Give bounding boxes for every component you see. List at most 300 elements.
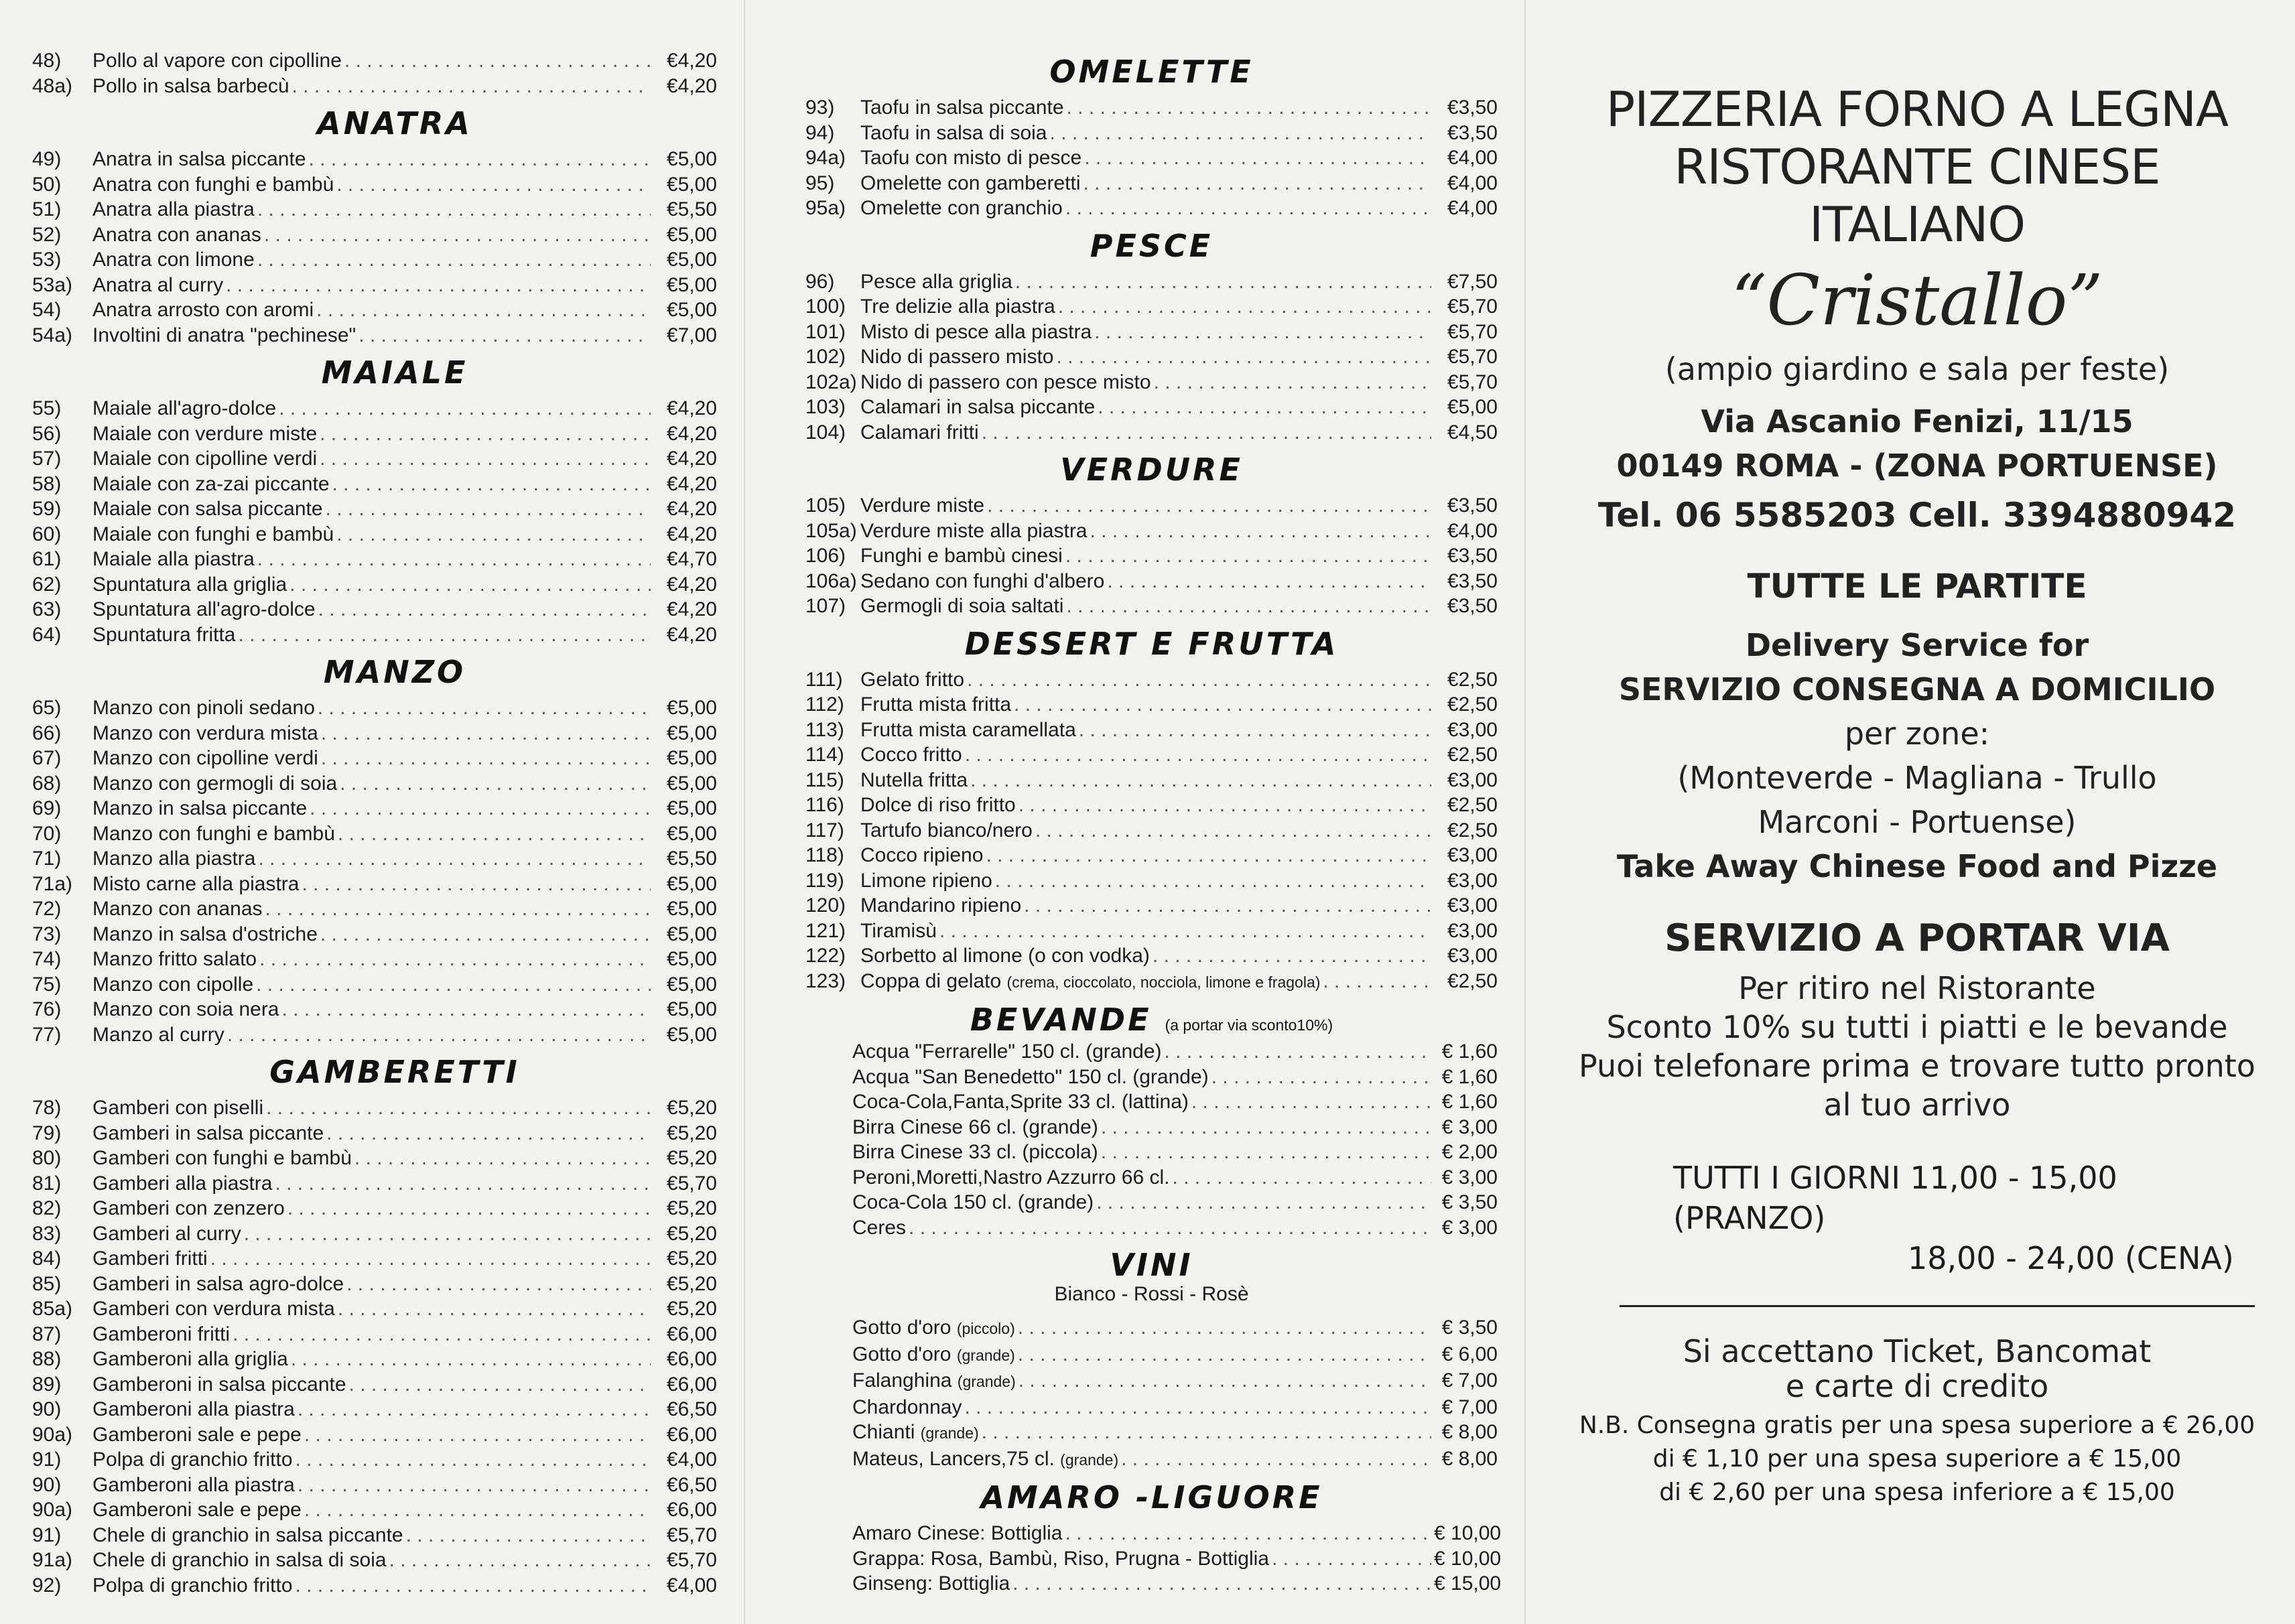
menu-item-name-text: Chele di granchio in salsa di soia — [92, 1549, 387, 1571]
menu-item-number: 52) — [32, 223, 62, 246]
menu-item-name — [92, 572, 287, 598]
menu-item-name-text: Dolce di riso fritto — [860, 794, 1016, 816]
dot-leader — [1084, 145, 1431, 171]
menu-item — [805, 768, 1498, 793]
menu-item-price: €2,50 — [1447, 794, 1498, 816]
menu-item-price: €5,00 — [666, 797, 717, 819]
dot-leader — [1096, 1190, 1431, 1215]
menu-item-name-text: Misto carne alla piastra — [92, 872, 300, 895]
section-title-manzo: MANZO — [323, 654, 466, 690]
menu-item-name — [860, 768, 968, 793]
menu-list — [32, 396, 717, 647]
menu-item — [32, 796, 717, 821]
menu-item-number: 61) — [32, 548, 62, 570]
menu-item-name-text: Maiale alla piastra — [92, 548, 255, 570]
menu-item — [805, 667, 1498, 693]
menu-item — [32, 997, 717, 1022]
dot-leader — [1121, 1446, 1431, 1472]
menu-item-number: 58) — [32, 472, 62, 495]
menu-item — [32, 1523, 717, 1548]
menu-item-name — [860, 493, 984, 519]
menu-item-name-text: Gamberi con verdura mista — [92, 1298, 335, 1320]
menu-item-price: €3,00 — [1447, 869, 1498, 892]
menu-item-price: €6,00 — [666, 1499, 717, 1521]
menu-item-number: 94a) — [805, 147, 846, 169]
menu-item — [805, 893, 1498, 919]
menu-item — [32, 147, 717, 172]
menu-item-name — [92, 821, 335, 847]
menu-item-name-text: Acqua "San Benedetto" 150 cl. (grande) — [852, 1065, 1209, 1088]
menu-item — [852, 1395, 1498, 1420]
dot-leader — [1191, 1089, 1431, 1115]
dot-leader — [227, 1022, 651, 1048]
dot-leader — [258, 846, 651, 872]
menu-item-price: € 1,60 — [1441, 1065, 1498, 1088]
menu-item — [32, 222, 717, 248]
takeaway-line: Take Away Chinese Food and Pizze — [1616, 848, 2218, 884]
menu-item-name-text: Coppa di gelato — [860, 969, 1002, 992]
section-title-omelette: OMELETTE — [1049, 54, 1254, 90]
menu-item-name — [860, 943, 1150, 969]
portar-via-line-1: Per ritiro nel Ristorante — [1738, 970, 2096, 1006]
menu-item-name-text: Calamari fritti — [860, 421, 979, 444]
menu-item-name-text: Falanghina — [852, 1369, 952, 1392]
menu-item-price: €5,00 — [666, 1023, 717, 1046]
delivery-line-2: SERVIZIO CONSEGNA A DOMICILIO — [1618, 671, 2216, 707]
menu-item — [32, 1146, 717, 1171]
menu-item-number: 71) — [32, 848, 62, 870]
menu-item-name-text: Acqua "Ferrarelle" 150 cl. (grande) — [852, 1040, 1162, 1063]
menu-item-name-text: Cocco fritto — [860, 744, 962, 766]
menu-item-name-text: Maiale all'agro-dolce — [92, 397, 277, 419]
dot-leader — [1211, 1065, 1431, 1090]
menu-item-price: € 3,00 — [1441, 1216, 1498, 1239]
menu-item-price: €5,20 — [666, 1222, 717, 1245]
dot-leader — [1014, 692, 1431, 718]
menu-item-name — [92, 622, 235, 648]
menu-item-price: €5,00 — [666, 299, 717, 321]
menu-list — [805, 269, 1498, 446]
dot-leader — [1154, 370, 1431, 395]
menu-item — [852, 1315, 1498, 1342]
menu-item-price: € 3,00 — [1441, 1166, 1498, 1189]
dot-leader — [982, 420, 1431, 446]
dot-leader — [1015, 269, 1431, 295]
menu-item-price: €2,50 — [1447, 819, 1498, 841]
dot-leader — [309, 147, 651, 172]
menu-item-name — [92, 297, 314, 323]
menu-item-name — [92, 896, 263, 922]
menu-item — [805, 868, 1498, 894]
menu-item-price: €7,50 — [1447, 270, 1498, 293]
dot-leader — [275, 1171, 651, 1197]
ticket-line-1: Si accettano Ticket, Bancomat — [1683, 1333, 2152, 1369]
menu-item-number: 77) — [32, 1023, 62, 1046]
menu-item-number: 116) — [805, 794, 844, 816]
dot-leader — [1272, 1546, 1431, 1572]
menu-item-name — [860, 543, 1063, 569]
dot-leader — [1065, 196, 1431, 221]
address-street: Via Ascanio Fenizi, 11/15 — [1701, 403, 2134, 439]
dot-leader — [406, 1523, 651, 1548]
menu-item-name — [852, 1215, 906, 1241]
menu-item-name — [860, 569, 1104, 594]
vini-subtitle: Bianco - Rossi - Rosè — [1054, 1283, 1249, 1305]
menu-item-name — [92, 222, 261, 248]
delivery-line-3: per zone: — [1844, 716, 1990, 752]
menu-item-price: €4,20 — [666, 523, 717, 545]
menu-item-name — [92, 695, 315, 721]
dot-leader — [304, 1497, 651, 1523]
menu-list — [32, 1095, 717, 1598]
menu-item-number: 113) — [805, 718, 844, 741]
divider — [1620, 1305, 2255, 1307]
dot-leader — [982, 1420, 1431, 1445]
menu-item-number: 106) — [805, 545, 846, 567]
menu-item — [32, 872, 717, 897]
bevande-title: BEVANDE — [970, 1002, 1152, 1038]
menu-item-number: 74) — [32, 948, 62, 970]
menu-item-name-text: Gamberoni sale e pepe — [92, 1423, 302, 1446]
menu-item-price: € 10,00 — [1434, 1547, 1502, 1570]
menu-item-name — [92, 721, 318, 746]
menu-item-name — [92, 172, 334, 198]
menu-item-name-text: Anatra con funghi e bambù — [92, 173, 334, 196]
menu-item-name-text: Germogli di soia saltati — [860, 595, 1064, 617]
menu-item-name — [860, 667, 964, 693]
menu-item-name — [92, 1121, 324, 1146]
menu-item-name — [92, 922, 318, 947]
menu-item-name — [852, 1065, 1209, 1090]
dot-leader — [320, 922, 651, 947]
menu-item-number: 103) — [805, 396, 846, 418]
menu-item-price: €5,70 — [666, 1172, 717, 1195]
menu-item-price: €5,00 — [1447, 396, 1498, 418]
menu-item-price: €4,50 — [1447, 421, 1498, 444]
menu-item — [852, 1039, 1498, 1065]
dot-leader — [326, 496, 651, 522]
section-title-amaro: AMARO -LIGUORE — [980, 1479, 1323, 1515]
delivery-zones-2: Marconi - Portuense) — [1758, 804, 2077, 840]
restaurant-title-pizzeria: PIZZERIA FORNO A LEGNA — [1605, 81, 2229, 137]
menu-item-name-text: Maiale con cipolline verdi — [92, 448, 318, 470]
menu-item-name-text: Birra Cinese 33 cl. (piccola) — [852, 1141, 1098, 1163]
menu-item-name-text: Gelato fritto — [860, 668, 965, 691]
menu-item-name-text: Verdure miste — [860, 494, 985, 517]
menu-item-name-text: Nido di passero con pesce misto — [860, 370, 1151, 393]
menu-item-name — [92, 547, 255, 572]
menu-item-number: 91) — [32, 1524, 62, 1546]
menu-list — [32, 48, 717, 98]
dot-leader — [304, 1422, 651, 1448]
menu-item-name — [92, 247, 255, 273]
dot-leader — [1019, 793, 1431, 818]
menu-item-name — [860, 692, 1011, 718]
menu-item-name — [92, 1022, 224, 1048]
menu-item-name — [860, 395, 1095, 420]
restaurant-title-ristorante: RISTORANTE CINESE ITALIANO — [1674, 139, 2160, 253]
portar-via-line-2: Sconto 10% su tutti i piatti e le bevande — [1606, 1009, 2228, 1045]
menu-item-name — [860, 818, 1033, 843]
menu-item — [805, 420, 1498, 446]
menu-item-price: €5,00 — [666, 772, 717, 795]
menu-item-number: 87) — [32, 1323, 62, 1345]
menu-item-price: €5,50 — [666, 198, 717, 220]
dot-leader — [266, 1095, 651, 1121]
menu-item — [805, 718, 1498, 743]
menu-item — [32, 572, 717, 598]
dot-leader — [340, 771, 651, 797]
menu-item-name — [92, 746, 318, 771]
menu-item — [32, 172, 717, 198]
menu-item-name-text: Gamberi con funghi e bambù — [92, 1147, 352, 1169]
dot-leader — [292, 74, 651, 99]
menu-item-name-text: Limone ripieno — [860, 869, 992, 892]
menu-item-name-text: Spuntatura all'agro-dolce — [92, 598, 316, 620]
menu-item-name — [92, 1573, 293, 1599]
menu-item-price: € 8,00 — [1441, 1421, 1498, 1443]
menu-item-name — [852, 1165, 1170, 1191]
dot-leader — [1050, 121, 1432, 146]
menu-item-number: 70) — [32, 822, 62, 845]
menu-item-number: 67) — [32, 747, 62, 769]
menu-item-price: €4,20 — [666, 573, 717, 596]
dot-leader — [349, 1372, 651, 1398]
menu-item-number: 80) — [32, 1147, 62, 1169]
menu-item-note: (grande) — [957, 1373, 1016, 1390]
menu-item — [32, 1221, 717, 1247]
dot-leader — [939, 919, 1431, 944]
dot-leader — [1056, 344, 1431, 370]
menu-item-name — [92, 496, 323, 522]
menu-item-number: 121) — [805, 919, 846, 942]
menu-item-name-text: Pesce alla griglia — [860, 270, 1012, 293]
menu-list — [805, 1039, 1498, 1240]
menu-item-number: 91) — [32, 1448, 62, 1471]
dot-leader — [233, 1322, 651, 1347]
dot-leader — [1101, 1115, 1431, 1140]
menu-item-price: €5,20 — [666, 1097, 717, 1119]
dot-leader — [964, 1395, 1431, 1420]
dot-leader — [1019, 1368, 1431, 1394]
menu-item-name — [92, 1447, 293, 1473]
menu-item-name-text: Mateus, Lancers,75 cl. — [852, 1447, 1055, 1470]
menu-item-price: € 3,00 — [1441, 1115, 1498, 1138]
menu-item-price: €5,20 — [666, 1147, 717, 1169]
menu-item-name — [860, 320, 1092, 345]
menu-item-name-text: Gamberoni alla piastra — [92, 1473, 295, 1496]
menu-item-price: €5,00 — [666, 173, 717, 196]
menu-item-number: 51) — [32, 198, 62, 220]
menu-item-number: 73) — [32, 923, 62, 945]
menu-item-name-text: Tartufo bianco/nero — [860, 819, 1033, 841]
menu-item-price: € 8,00 — [1441, 1447, 1498, 1470]
menu-item-price: €6,50 — [666, 1473, 717, 1496]
menu-item-name — [92, 197, 255, 222]
menu-item-number: 105) — [805, 494, 846, 517]
menu-item-name-text: Sorbetto al limone (o con vodka) — [860, 945, 1150, 967]
menu-item-price: €5,70 — [1447, 370, 1498, 393]
menu-item-price: €3,00 — [1447, 718, 1498, 741]
menu-list — [32, 695, 717, 1047]
dot-leader — [321, 721, 651, 746]
menu-item-name-text: Manzo con cipolle — [92, 973, 254, 996]
menu-item-name — [852, 1521, 1062, 1546]
menu-item-number: 62) — [32, 573, 62, 596]
menu-item — [32, 48, 717, 74]
menu-item-price: €3,00 — [1447, 894, 1498, 917]
menu-item-price: €5,20 — [666, 1247, 717, 1270]
menu-item — [805, 344, 1498, 370]
menu-item-price: €4,20 — [666, 598, 717, 620]
dot-leader — [338, 1296, 651, 1322]
menu-item-name — [860, 294, 1055, 320]
delivery-line-1: Delivery Service for — [1745, 627, 2089, 663]
menu-item-number: 49) — [32, 148, 62, 170]
menu-item-price: €4,00 — [1447, 147, 1498, 169]
dot-leader — [1079, 718, 1431, 743]
dot-leader — [1098, 395, 1431, 420]
menu-item-number: 69) — [32, 797, 62, 819]
menu-item-name — [860, 145, 1081, 171]
menu-list — [805, 95, 1498, 221]
menu-item-number: 78) — [32, 1097, 62, 1119]
menu-item-name-text: Taofu in salsa di soia — [860, 121, 1047, 144]
dot-leader — [358, 323, 651, 348]
menu-item-number: 106a) — [805, 569, 857, 592]
dot-leader — [302, 872, 651, 897]
menu-item-number: 93) — [805, 96, 835, 119]
menu-item-name — [92, 1548, 387, 1573]
menu-item-number: 122) — [805, 945, 846, 967]
dot-leader — [987, 493, 1431, 519]
menu-item — [32, 1296, 717, 1322]
menu-item — [32, 1347, 717, 1372]
menu-item-name — [92, 1372, 346, 1398]
menu-item-name — [860, 269, 1012, 295]
menu-item-name-text: Ginseng: Bottiglia — [852, 1572, 1010, 1595]
section-title-gamberetti: GAMBERETTI — [269, 1054, 520, 1090]
menu-item-number: 105a) — [805, 519, 857, 542]
dot-leader — [1066, 594, 1431, 619]
menu-item — [32, 1447, 717, 1473]
menu-item-number: 95a) — [805, 197, 846, 219]
menu-item-name-text: Anatra con ananas — [92, 223, 261, 246]
dot-leader — [1018, 1315, 1431, 1341]
menu-item-name-text: Ceres — [852, 1216, 907, 1239]
menu-item-name-text: Peroni,Moretti,Nastro Azzurro 66 cl. — [852, 1166, 1170, 1189]
dot-leader — [1165, 1039, 1431, 1065]
menu-item — [805, 171, 1498, 196]
menu-item-name-text: Anatra alla piastra — [92, 198, 255, 220]
menu-item-name — [860, 893, 1021, 919]
menu-item — [805, 843, 1498, 868]
menu-item-name — [92, 1221, 241, 1247]
menu-item-number: 100) — [805, 295, 846, 318]
garden-note: (ampio giardino e sala per feste) — [1664, 351, 2170, 387]
menu-item-name — [860, 742, 962, 768]
menu-item — [805, 569, 1498, 594]
menu-item-number: 112) — [805, 693, 844, 716]
menu-item-name-text: Coca-Cola 150 cl. (grande) — [852, 1191, 1094, 1213]
menu-item-name — [860, 969, 1320, 996]
dot-leader — [257, 247, 651, 273]
menu-item-name — [852, 1395, 962, 1420]
dot-leader — [1065, 543, 1431, 569]
menu-item — [32, 1422, 717, 1448]
menu-item — [805, 519, 1498, 544]
menu-item-name-text: Anatra in salsa piccante — [92, 148, 306, 170]
menu-item — [32, 746, 717, 771]
menu-item-name-text: Involtini di anatra "pechinese" — [92, 324, 356, 346]
dot-leader — [346, 1272, 651, 1297]
dot-leader — [967, 667, 1431, 693]
menu-item-name-text: Frutta mista caramellata — [860, 718, 1076, 741]
menu-item-number: 55) — [32, 397, 62, 419]
menu-item-number: 101) — [805, 320, 846, 343]
dot-leader — [1035, 818, 1431, 843]
menu-item — [852, 1342, 1498, 1369]
menu-item — [805, 742, 1498, 768]
menu-item-name-text: Polpa di granchio fritto — [92, 1574, 293, 1597]
portar-via-line-4: al tuo arrivo — [1823, 1087, 2011, 1123]
dot-leader — [1018, 1342, 1431, 1367]
dot-leader — [965, 742, 1431, 768]
menu-item-number: 96) — [805, 270, 835, 293]
menu-item — [32, 1573, 717, 1599]
menu-item-name-text: Chardonnay — [852, 1396, 962, 1418]
menu-item-price: €5,00 — [666, 973, 717, 996]
menu-item — [805, 196, 1498, 221]
menu-item — [852, 1065, 1498, 1090]
dot-leader — [259, 947, 651, 972]
dot-leader — [265, 896, 651, 922]
address-city: 00149 ROMA - (ZONA PORTUENSE) — [1616, 448, 2218, 484]
menu-item-price: €4,00 — [666, 1448, 717, 1471]
dot-leader — [1094, 320, 1431, 345]
menu-item-price: €3,50 — [1447, 595, 1498, 617]
dot-leader — [264, 222, 651, 248]
menu-item-name-text: Manzo alla piastra — [92, 848, 256, 870]
menu-item-price: €5,00 — [666, 747, 717, 769]
menu-item — [805, 818, 1498, 843]
dot-leader — [298, 1473, 651, 1498]
menu-item-price: € 15,00 — [1434, 1572, 1502, 1595]
menu-item-number: 94) — [805, 121, 835, 144]
menu-item-price: €5,00 — [666, 898, 717, 920]
menu-item-name-text: Manzo fritto salato — [92, 948, 257, 970]
menu-item-name — [92, 1523, 403, 1548]
menu-item — [852, 1115, 1498, 1140]
menu-item-name-text: Omelette con gamberetti — [860, 172, 1081, 194]
menu-item-number: 90) — [32, 1473, 62, 1496]
menu-item — [32, 695, 717, 721]
menu-item-name — [92, 597, 316, 622]
menu-item-name — [92, 1397, 295, 1422]
menu-item-name — [92, 1322, 230, 1347]
menu-item — [32, 273, 717, 298]
menu-item — [32, 1497, 717, 1523]
menu-item-number: 79) — [32, 1122, 62, 1144]
dot-leader — [244, 1221, 651, 1247]
menu-item-price: € 1,60 — [1441, 1040, 1498, 1063]
menu-item — [805, 943, 1498, 969]
menu-item — [32, 74, 717, 99]
menu-item-price: €6,50 — [666, 1398, 717, 1420]
menu-item — [32, 972, 717, 998]
menu-item-number: 81) — [32, 1172, 62, 1195]
menu-item-name — [92, 147, 306, 172]
